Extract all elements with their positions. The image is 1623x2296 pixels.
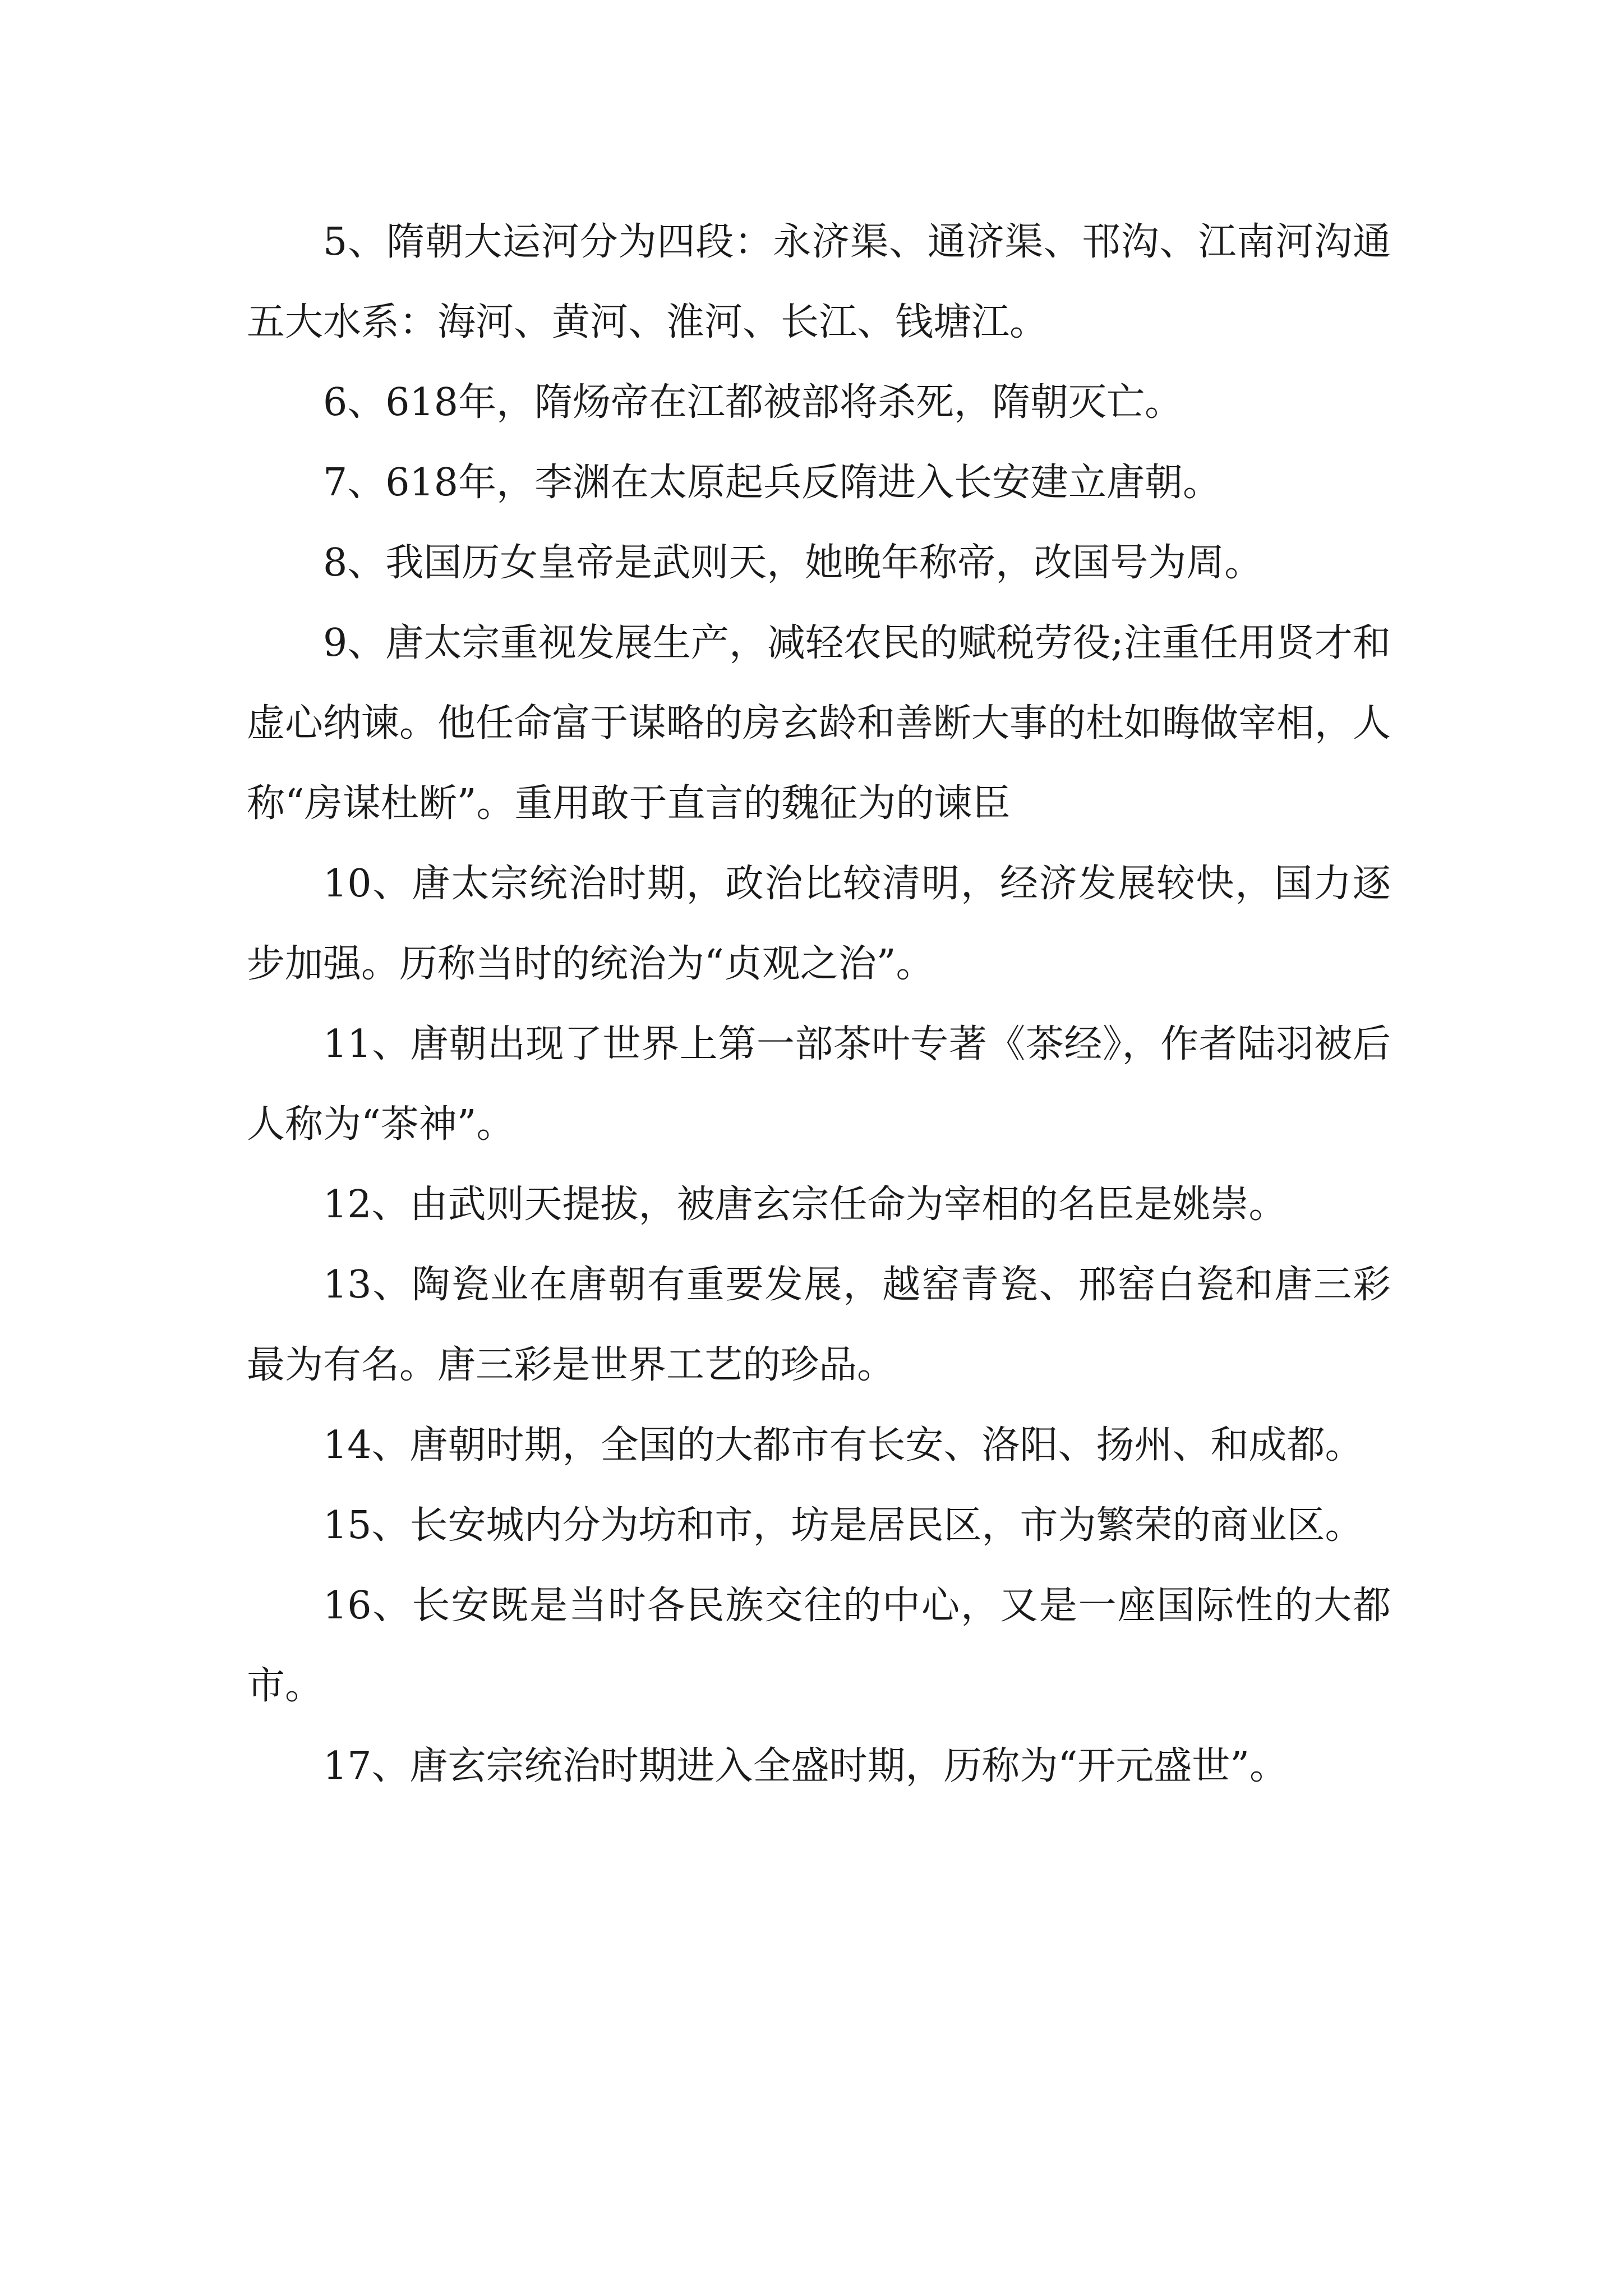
paragraph-8: 8、我国历女皇帝是武则天，她晚年称帝，改国号为周。 (323, 541, 1263, 585)
paragraph-12: 12、由武则天提拔，被唐玄宗任命为宰相的名臣是姚崇。 (323, 1182, 1287, 1227)
paragraph-16: 16、长安既是当时各民族交往的中心，又是一座国际性的大都市。 (247, 1584, 1391, 1708)
paragraph-15: 15、长安城内分为坊和市，坊是居民区，市为繁荣的商业区。 (323, 1503, 1363, 1548)
paragraph-9: 9、唐太宗重视发展生产，减轻农民的赋税劳役;注重任用贤才和虚心纳谏。他任命富于谋略的房玄龄和善断大事的杜如晦做宰相，人称“房谋杜断”。重用敢于直言的魏征为的谏臣 (247, 621, 1391, 826)
paragraph-13: 13、陶瓷业在唐朝有重要发展，越窑青瓷、邢窑白瓷和唐三彩最为有名。唐三彩是世界工艺的珍品。 (247, 1263, 1391, 1387)
paragraph-5: 5、隋朝大运河分为四段：永济渠、通济渠、邗沟、江南河沟通五大水系：海河、黄河、淮河、长江、钱塘江。 (247, 220, 1391, 344)
paragraph-14: 14、唐朝时期，全国的大都市有长安、洛阳、扬州、和成都。 (323, 1423, 1363, 1467)
document-body (247, 202, 1391, 1806)
paragraph-11: 11、唐朝出现了世界上第一部茶叶专著《茶经》，作者陆羽被后人称为“茶神”。 (247, 1022, 1391, 1147)
paragraph-17: 17、唐玄宗统治时期进入全盛时期，历称为“开元盛世”。 (323, 1744, 1288, 1788)
paragraph-10: 10、唐太宗统治时期，政治比较清明，经济发展较快，国力逐步加强。历称当时的统治为“贞观之治”。 (247, 862, 1391, 986)
paragraph-7: 7、618年，李渊在太原起兵反隋进入长安建立唐朝。 (323, 461, 1221, 505)
paragraph-6: 6、618年，隋炀帝在江都被部将杀死，隋朝灭亡。 (323, 380, 1183, 425)
